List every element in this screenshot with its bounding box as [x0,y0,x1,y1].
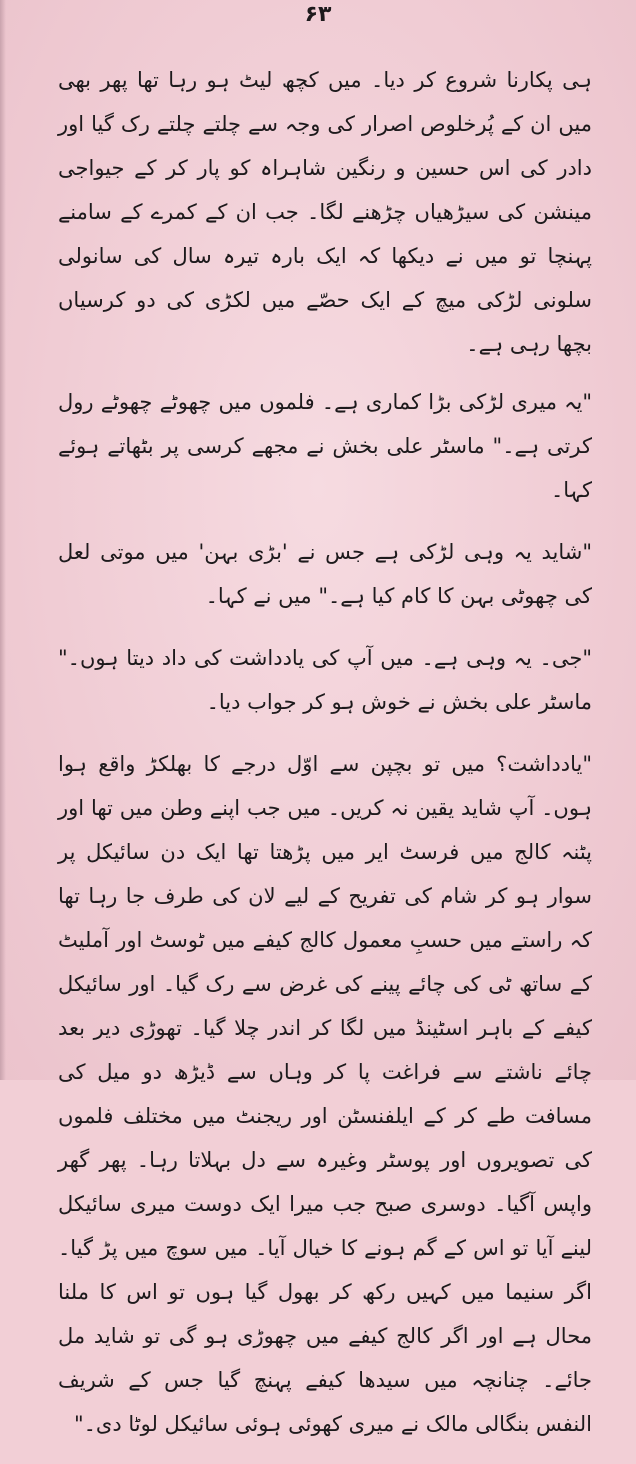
paragraph-5: "یادداشت؟ میں تو بچپن سے اوّل درجے کا بھلکڑ واقع ہوا ہوں۔ آپ شاید یقین نہ کریں۔ میں جب اپنے وطن میں تھا اور پٹنہ کالج میں فرسٹ ایر میں پڑھتا تھا ایک دن سائیکل پر سوار ہو کر شام کی تفریح کے لیے لان کی طرف جا رہا تھا کہ راستے میں حسبِ معمول کالج کیفے میں ٹوسٹ اور آملیٹ کے ساتھ ٹی کی چائے پینے کی غرض سے رک گیا۔ اور سائیکل کیفے کے باہر اسٹینڈ میں لگا کر اندر چلا گیا۔ تھوڑی دیر بعد چائے ناشتے سے فراغت پا کر وہاں سے ڈیڑھ دو میل کی مسافت طے کر کے ایلفنسٹن اور ریجنٹ میں مختلف فلموں کی تصویروں اور پوسٹر وغیرہ سے دل بہلاتا رہا۔ پھر گھر واپس آگیا۔ دوسری صبح جب میرا ایک دوست میری سائیکل لینے آیا تو اس کے گم ہونے کا خیال آیا۔ میں سوچ میں پڑ گیا۔ اگر سنیما میں کہیں رکھ کر بھول گیا ہوں تو اس کا ملنا محال ہے اور اگر کالج کیفے میں چھوڑی ہو گی تو شاید مل جائے۔ چنانچہ میں سیدھا کیفے پہنچ گیا جس کے شریف النفس بنگالی مالک نے میری کھوئی ہوئی سائیکل لوٹا دی۔" [58,752,592,1436]
paragraph-1: ہی پکارنا شروع کر دیا۔ میں کچھ لیٹ ہو رہا تھا پھر بھی میں ان کے پُرخلوص اصرار کی وجہ سے چلتے چلتے رک گیا اور دادر کی اس حسین و رنگین شاہراہ کو پار کر کے جیواجی مینشن کی سیڑھیاں چڑھنے لگا۔ جب ان کے کمرے کے سامنے پہنچا تو میں نے دیکھا کہ ایک بارہ تیرہ سال کی سانولی سلونی لڑکی میچ کے ایک حصّے میں لکڑی کی دو کرسیاں بچھا رہی ہے۔ [58,68,592,356]
body-text [58,58,592,1464]
paragraph-2: "یہ میری لڑکی بڑا کماری ہے۔ فلموں میں چھوٹے چھوٹے رول کرتی ہے۔" ماسٹر علی بخش نے مجھے کرسی پر بٹھاتے ہوئے کہا۔ [58,390,592,502]
paragraph-3: "شاید یہ وہی لڑکی ہے جس نے 'بڑی بہن' میں موتی لعل کی چھوٹی بہن کا کام کیا ہے۔" میں نے کہا۔ [58,540,592,608]
paragraph-4: "جی۔ یہ وہی ہے۔ میں آپ کی یادداشت کی داد دیتا ہوں۔" ماسٹر علی بخش نے خوش ہو کر جواب دیا۔ [58,646,592,714]
page-edge-shadow [0,0,6,1080]
page-number: ۶۳ [304,2,332,27]
